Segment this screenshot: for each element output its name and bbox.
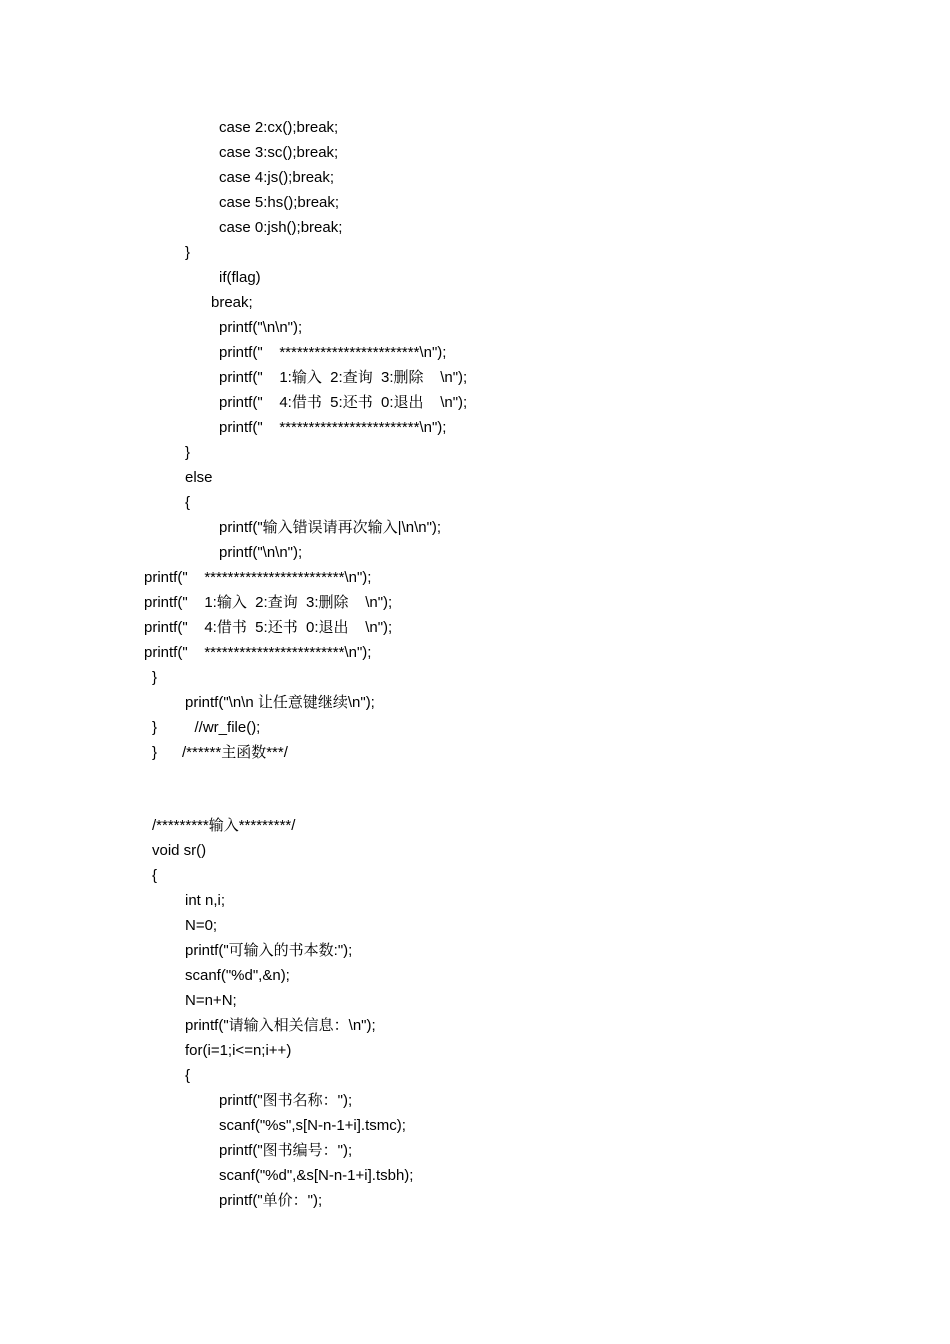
code-line: printf("\n\n 让任意键继续\n");: [185, 694, 375, 711]
code-line: else: [185, 469, 213, 486]
code-line: case 5:hs();break;: [219, 194, 340, 211]
code-line: int n,i;: [185, 892, 226, 909]
code-line: scanf("%s",s[N-n-1+i].tsmc);: [219, 1117, 406, 1134]
code-line: if(flag): [219, 269, 261, 286]
code-line: printf("\n\n");: [219, 319, 303, 336]
code-line: void sr(): [152, 842, 207, 859]
code-line: for(i=1;i<=n;i++): [185, 1042, 292, 1059]
code-line: printf("图书编号：");: [219, 1142, 353, 1159]
code-line: printf(" 1:输入 2:查询 3:删除 \n");: [219, 369, 468, 386]
code-line: printf("输入错误请再次输入|\n\n");: [219, 519, 442, 536]
code-line: }: [185, 244, 191, 261]
code-line: /*********输入*********/: [152, 817, 296, 834]
code-line: printf(" ************************\n");: [144, 644, 372, 661]
code-line: scanf("%d",&n);: [185, 967, 290, 984]
code-line: } //wr_file();: [152, 719, 261, 736]
code-line: }: [185, 444, 191, 461]
code-line: printf("\n\n");: [219, 544, 303, 561]
code-line: scanf("%d",&s[N-n-1+i].tsbh);: [219, 1167, 414, 1184]
code-line: printf(" 4:借书 5:还书 0:退出 \n");: [219, 394, 468, 411]
code-line: N=n+N;: [185, 992, 237, 1009]
code-line: N=0;: [185, 917, 218, 934]
code-line: case 4:js();break;: [219, 169, 335, 186]
code-line: case 2:cx();break;: [219, 119, 339, 136]
code-line: {: [152, 867, 158, 884]
code-line: case 0:jsh();break;: [219, 219, 343, 236]
code-line: printf("请输入相关信息：\n");: [185, 1017, 376, 1034]
code-line: printf(" 4:借书 5:还书 0:退出 \n");: [144, 619, 393, 636]
code-line: break;: [211, 294, 253, 311]
code-line: }: [152, 669, 158, 686]
code-line: printf("单价：");: [219, 1192, 323, 1209]
code-line: {: [185, 1067, 191, 1084]
code-line: } /******主函数***/: [152, 744, 288, 761]
code-line: printf(" ************************\n");: [219, 419, 447, 436]
code-line: printf(" ************************\n");: [219, 344, 447, 361]
code-line: printf(" ************************\n");: [144, 569, 372, 586]
code-line: printf("图书名称：");: [219, 1092, 353, 1109]
code-line: printf("可输入的书本数:");: [185, 942, 353, 959]
code-line: {: [185, 494, 191, 511]
code-line: printf(" 1:输入 2:查询 3:删除 \n");: [144, 594, 393, 611]
code-line: case 3:sc();break;: [219, 144, 339, 161]
